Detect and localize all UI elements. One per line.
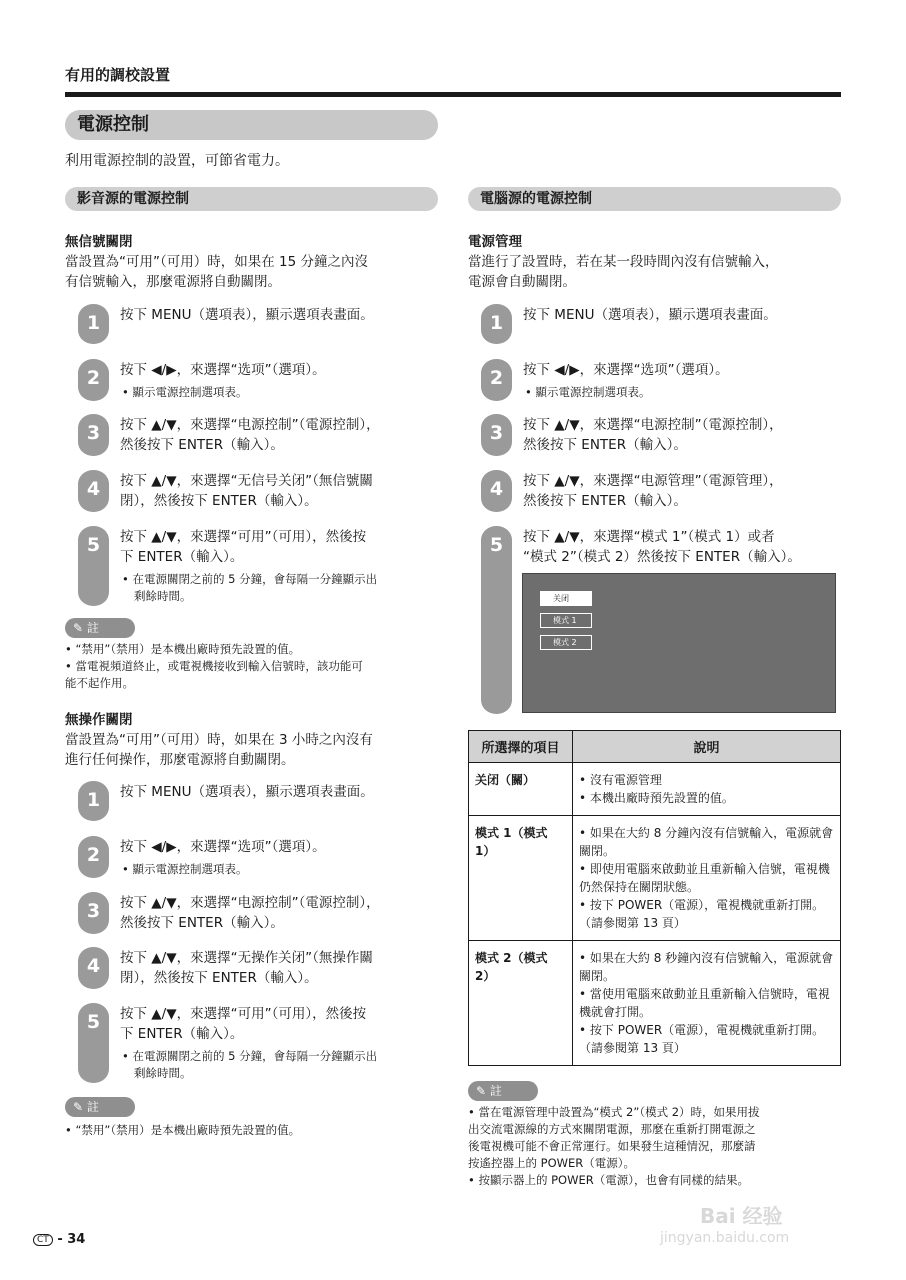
step-bullet: • 在電源關閉之前的 5 分鐘，會每隔一分鐘顯示出 <box>122 1049 378 1063</box>
power-mgmt-para-line2: 電源會自動關閉。 <box>468 274 576 290</box>
step-number: 2 <box>86 844 101 866</box>
step-text: 下 ENTER（輸入）。 <box>120 1026 244 1042</box>
step-number: 1 <box>86 789 101 811</box>
step-bullet: • 顯示電源控制選項表。 <box>122 862 248 876</box>
step-number: 5 <box>489 534 504 556</box>
power-mgmt-para-line1: 當進行了設置時，若在某一段時間內沒有信號輸入， <box>468 254 779 270</box>
note-line: 能不起作用。 <box>65 676 134 690</box>
watermark-url: jingyan.baidu.com <box>660 1230 790 1246</box>
step-number: 1 <box>489 312 504 334</box>
step-number: 5 <box>86 534 101 556</box>
left-section-title: 影音源的電源控制 <box>65 187 438 211</box>
step-text: 然後按下 ENTER（輸入）。 <box>523 493 687 509</box>
step-text: 按下 MENU（選項表），顯示選項表畫面。 <box>120 307 374 323</box>
step-number: 3 <box>86 422 101 444</box>
section-intro: 利用電源控制的設置，可節省電力。 <box>65 153 289 169</box>
note-line: • 當電視頻道終止，或電視機接收到輸入信號時，該功能可 <box>65 659 363 673</box>
step-number: 2 <box>86 367 101 389</box>
table-desc-item: • 如果在大約 8 分鐘內沒有信號輸入，電源就會關閉。 <box>579 826 834 858</box>
step-text: 按下 MENU（選項表），顯示選項表畫面。 <box>120 784 374 800</box>
step-number: 2 <box>489 367 504 389</box>
table-key: 模式 1（模式 1） <box>469 816 573 941</box>
note-line: • “禁用”（禁用）是本機出廠時預先設置的值。 <box>65 642 301 656</box>
note-line: 按遙控器上的 POWER（電源）。 <box>468 1156 636 1170</box>
nosignal-heading: 無信號關閉 <box>65 234 133 250</box>
step-text: 按下 MENU（選項表），顯示選項表畫面。 <box>523 307 777 323</box>
step-number: 3 <box>489 422 504 444</box>
menu-option-mode1[interactable]: 模式 1 <box>540 613 592 628</box>
step-text: 按下 ▲/▼，來選擇“电源控制”（電源控制）， <box>120 895 380 911</box>
mode-table <box>468 730 841 1066</box>
noop-para-line1: 當設置為“可用”（可用）時，如果在 3 小時之內沒有 <box>65 732 373 748</box>
table-desc <box>573 763 841 816</box>
table-desc-item: • 沒有電源管理 <box>579 773 662 787</box>
power-mgmt-heading: 電源管理 <box>468 234 522 250</box>
step-text: 按下 ◀/▶，來選擇“选项”（選項）。 <box>120 839 326 855</box>
nosignal-para-line1: 當設置為“可用”（可用）時，如果在 15 分鐘之內沒 <box>65 254 368 270</box>
table-desc-item: • 按下 POWER（電源），電視機就重新打開。（請參閱第 13 頁） <box>579 898 825 930</box>
table-desc <box>573 816 841 941</box>
page-footer <box>33 1232 85 1247</box>
note-line: • 當在電源管理中設置為“模式 2”（模式 2）時，如果用拔 <box>468 1105 760 1119</box>
step-bullet: • 顯示電源控制選項表。 <box>122 385 248 399</box>
step-bullet: • 顯示電源控制選項表。 <box>525 385 651 399</box>
step-text: 按下 ▲/▼，來選擇“电源控制”（電源控制）， <box>120 417 380 433</box>
note-line: 後電視機可能不會正常運行。如果發生這種情況，那麼請 <box>468 1139 756 1153</box>
note-label: 註 <box>86 621 99 635</box>
note-line: • “禁用”（禁用）是本機出廠時預先設置的值。 <box>65 1123 301 1137</box>
step-text: “模式 2”（模式 2）然後按下 ENTER（輸入）。 <box>523 549 801 565</box>
step-number: 4 <box>86 955 101 977</box>
table-header: 所選擇的項目 <box>469 731 573 763</box>
note-line: • 按顯示器上的 POWER（電源），也會有同樣的結果。 <box>468 1173 749 1187</box>
step-number: 3 <box>86 900 101 922</box>
table-header: 說明 <box>573 731 841 763</box>
table-desc-item: • 當使用電腦來啟動並且重新輸入信號時，電視機就會打開。 <box>579 987 830 1019</box>
step-bullet: 剩餘時間。 <box>134 1066 192 1080</box>
language-badge: CT <box>33 1234 53 1246</box>
step-number: 5 <box>86 1011 101 1033</box>
header-title: 有用的調校設置 <box>65 66 171 84</box>
power-mgmt-menu <box>540 591 592 651</box>
table-desc-item: • 本機出廠時預先設置的值。 <box>579 791 734 805</box>
step-text: 閉），然後按下 ENTER（輸入）。 <box>120 493 318 509</box>
step-text: 按下 ▲/▼，來選擇“可用”（可用），然後按 <box>120 529 367 545</box>
step-text: 按下 ▲/▼，來選擇“模式 1”（模式 1）或者 <box>523 529 775 545</box>
noop-heading: 無操作關閉 <box>65 712 133 728</box>
step-text: 按下 ▲/▼，來選擇“可用”（可用），然後按 <box>120 1006 367 1022</box>
step-text: 然後按下 ENTER（輸入）。 <box>120 437 284 453</box>
step-number: 4 <box>86 478 101 500</box>
nosignal-para-line2: 有信號輸入，那麼電源將自動關閉。 <box>65 274 281 290</box>
noop-para-line2: 進行任何操作，那麼電源將自動關閉。 <box>65 752 295 768</box>
note-badge: ✎ 註 <box>468 1081 538 1101</box>
note-badge: ✎ 註 <box>65 618 135 638</box>
menu-option-mode2[interactable]: 模式 2 <box>540 635 592 650</box>
table-row <box>469 763 841 816</box>
step-text: 按下 ▲/▼，來選擇“电源管理”（電源管理）， <box>523 473 783 489</box>
menu-option-off[interactable]: 关闭 <box>540 591 592 606</box>
watermark-brand: Bai 经验 <box>700 1204 783 1228</box>
step-text: 按下 ▲/▼，來選擇“无操作关闭”（無操作關 <box>120 950 373 966</box>
step-bullet: • 在電源關閉之前的 5 分鐘，會每隔一分鐘顯示出 <box>122 572 378 586</box>
table-desc <box>573 941 841 1066</box>
note-label: 註 <box>489 1084 502 1098</box>
table-key: 关闭（關） <box>469 763 573 816</box>
step-text: 然後按下 ENTER（輸入）。 <box>120 915 284 931</box>
right-section-title: 電腦源的電源控制 <box>468 187 841 211</box>
step-text: 按下 ◀/▶，來選擇“选项”（選項）。 <box>120 362 326 378</box>
step-number: 1 <box>86 312 101 334</box>
table-row <box>469 816 841 941</box>
step-text: 然後按下 ENTER（輸入）。 <box>523 437 687 453</box>
section-title: 電源控制 <box>65 110 438 140</box>
step-text: 按下 ▲/▼，來選擇“电源控制”（電源控制）， <box>523 417 783 433</box>
table-row <box>469 941 841 1066</box>
table-desc-item: • 如果在大約 8 秒鐘內沒有信號輸入，電源就會關閉。 <box>579 951 834 983</box>
page-number: - 34 <box>57 1232 86 1247</box>
table-desc-item: • 按下 POWER（電源），電視機就重新打開。（請參閱第 13 頁） <box>579 1023 825 1055</box>
step-text: 閉），然後按下 ENTER（輸入）。 <box>120 970 318 986</box>
step-number: 4 <box>489 478 504 500</box>
step-text: 按下 ◀/▶，來選擇“选项”（選項）。 <box>523 362 729 378</box>
note-label: 註 <box>86 1100 99 1114</box>
step-bullet: 剩餘時間。 <box>134 589 192 603</box>
step-text: 按下 ▲/▼，來選擇“无信号关闭”（無信號關 <box>120 473 373 489</box>
table-key: 模式 2（模式 2） <box>469 941 573 1066</box>
step-text: 下 ENTER（輸入）。 <box>120 549 244 565</box>
header-rule <box>65 92 841 97</box>
table-desc-item: • 即使用電腦來啟動並且重新輸入信號，電視機仍然保持在關閉狀態。 <box>579 862 830 894</box>
note-line: 出交流電源線的方式來關閉電源，那麼在重新打開電源之 <box>468 1122 756 1136</box>
note-badge: ✎ 註 <box>65 1097 135 1117</box>
table-header-row <box>469 731 841 763</box>
